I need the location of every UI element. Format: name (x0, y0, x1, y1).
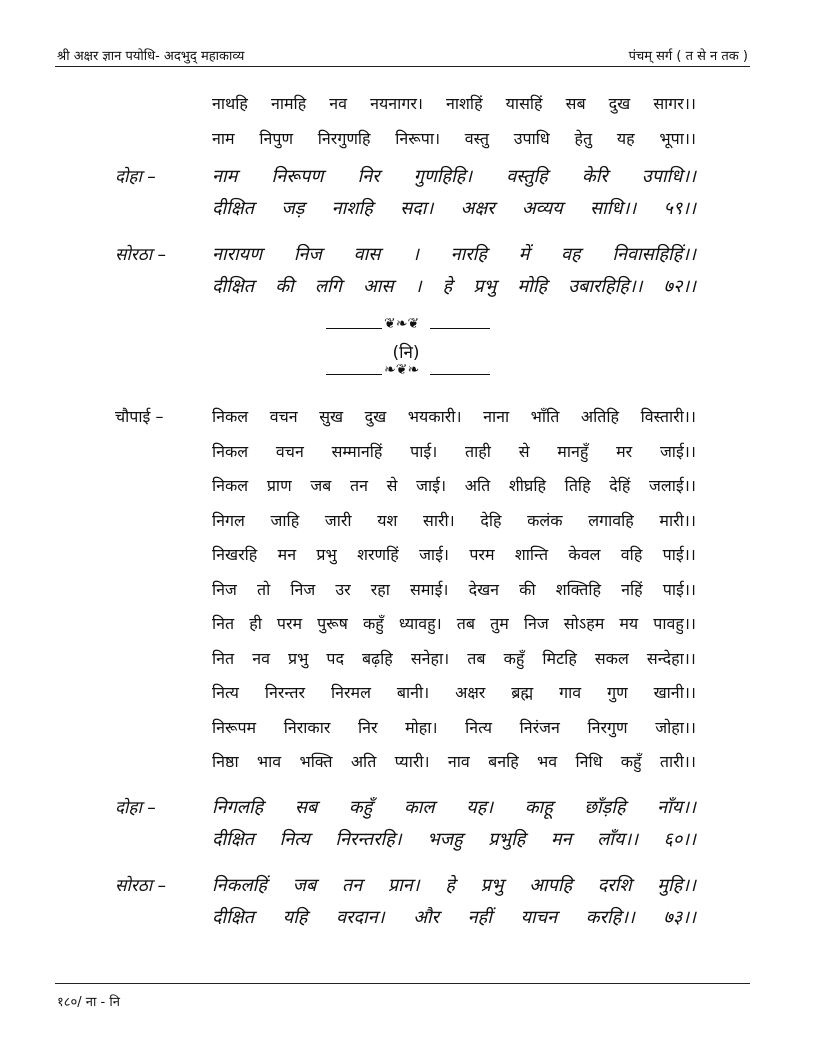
verse-line: नित ही परम पुरूष कहुँ ध्यावहु। तब तुम निज सोऽहम मय पावहु।। (212, 614, 696, 633)
meter-label: सोरठा – (115, 876, 167, 896)
verse-line: निकल वचन सम्मानहिं पाई। ताही से मानहुँ मर जाई।। (212, 441, 696, 461)
verse-line: दीक्षित यहि वरदान। और नहीं याचन करहि।। ७३।। (212, 907, 696, 928)
verse-line: नित नव प्रभु पद बढ़हि सनेहा। तब कहुँ मिटहि सकल सन्देहा।। (212, 648, 696, 668)
verse-line: निकल प्राण जब तन से जाई। अति शीघ्रहि तिहि देहिं जलाई।। (212, 476, 696, 495)
meter-label: दोहा – (115, 798, 156, 818)
running-header (55, 44, 750, 67)
verse-line: नारायण निज वास । नारहि में वह निवासहिहिं।। (212, 244, 696, 265)
section-heading: (नि) (392, 343, 420, 363)
verse-line: दीक्षित जड़ नाशहि सदा। अक्षर अव्यय साधि।। ५९।। (212, 198, 696, 219)
section-divider (320, 318, 492, 388)
verse-line: निखरहि मन प्रभु शरणहिं जाई। परम शान्ति केवल वहि पाई।। (212, 545, 696, 564)
book-title: श्री अक्षर ज्ञान पयोधि- अदभुद् महाकाव्य (57, 49, 245, 64)
verse-line: नाम निरूपण निर गुणहिहि। वस्तुहि केरि उपाधि।। (212, 166, 696, 187)
verse-line: निगलहि सब कहुँ काल यह। काहू छाँड़हि नाँय।। (212, 797, 696, 818)
page-number: १८०/ ना - नि (57, 995, 120, 1010)
verse-line: नाथहि नामहि नव नयनागर। नाशहिं यासहिं सब दुख सागर।। (212, 94, 696, 113)
verse-line: नाम निपुण निरगुणहि निरूपा। वस्तु उपाधि हेतु यह भूपा।। (212, 128, 696, 148)
verse-line: दीक्षित नित्य निरन्तरहि। भजहु प्रभुहि मन लाँय।। ६०।। (212, 829, 696, 850)
meter-label: चौपाई – (115, 407, 164, 426)
chapter-title: पंचम् सर्ग ( त से न तक ) (628, 49, 748, 64)
meter-label: सोरठा – (115, 245, 167, 265)
ornament-top: ❦❧❦ (384, 316, 420, 332)
verse-line: निज तो निज उर रहा समाई। देखन की शक्तिहि नहिं पाई।। (212, 579, 696, 599)
verse-line: निकल वचन सुख दुख भयकारी। नाना भाँति अतिहि विस्तारी।। (212, 407, 696, 426)
verse-line: निष्ठा भाव भक्ति अति प्यारी। नाव बनहि भव निधि कहुँ तारी।। (212, 752, 696, 771)
verse-line: दीक्षित की लगि आस । हे प्रभु मोहि उबारहिहि।। ७२।। (212, 276, 696, 297)
verse-line: निरूपम निराकार निर मोहा। नित्य निरंजन निरगुण जोहा।। (212, 717, 696, 737)
verse-line: निकलहिं जब तन प्रान। हे प्रभु आपहि दरशि मुहि।। (212, 875, 696, 896)
meter-label: दोहा – (115, 167, 156, 187)
page-footer (55, 983, 750, 1014)
ornament-bottom: ❧❦❧ (384, 362, 420, 378)
verse-line: निगल जाहि जारी यश सारी। देहि कलंक लगावहि मारी।। (212, 510, 696, 530)
verse-line: नित्य निरन्तर निरमल बानी। अक्षर ब्रह्म गाव गुण खानी।। (212, 683, 696, 702)
